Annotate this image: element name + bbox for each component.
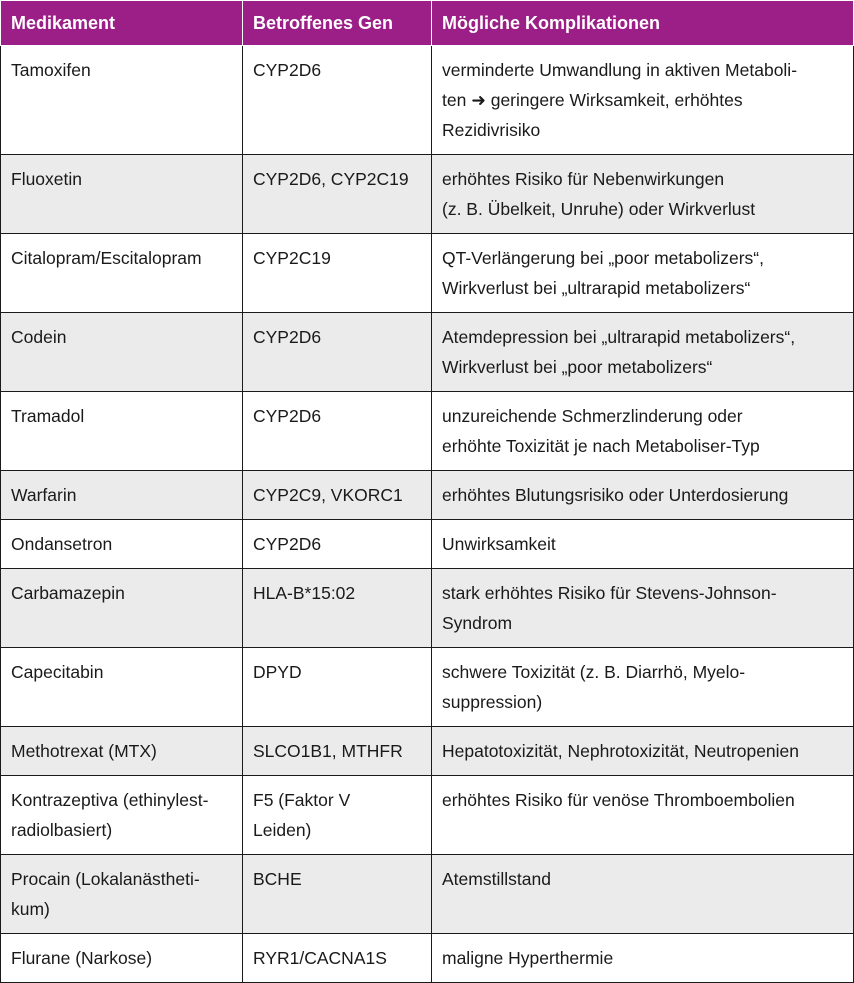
- complication-line: maligne Hyperthermie: [442, 948, 614, 968]
- complication-line: schwere Toxizität (z. B. Diarrhö, Myelo-: [442, 662, 746, 682]
- drug-cell: Flurane (Narkose): [1, 934, 243, 983]
- complication-line: Rezidivrisiko: [442, 120, 541, 140]
- gene-cell: F5 (Faktor V Leiden): [243, 776, 432, 855]
- table-row: [1, 392, 854, 471]
- table-row: [1, 46, 854, 155]
- gene-cell: SLCO1B1, MTHFR: [243, 727, 432, 776]
- complications-cell: [432, 392, 854, 471]
- complications-cell: [432, 727, 854, 776]
- complication-line: Atemdepression bei „ultrarapid metabolizers“,: [442, 327, 796, 347]
- gene-cell: RYR1/CACNA1S: [243, 934, 432, 983]
- complications-cell: [432, 569, 854, 648]
- gene-cell: CYP2C19: [243, 234, 432, 313]
- complication-line: verminderte Umwandlung in aktiven Metaboli-: [442, 60, 798, 80]
- drug-cell: Tamoxifen: [1, 46, 243, 155]
- drug-cell: Citalopram/Escitalopram: [1, 234, 243, 313]
- gene-cell: CYP2D6: [243, 520, 432, 569]
- complication-line: unzureichende Schmerzlinderung oder: [442, 406, 743, 426]
- complication-line: stark erhöhtes Risiko für Stevens-Johnson-: [442, 583, 777, 603]
- gene-cell: DPYD: [243, 648, 432, 727]
- complications-cell: [432, 648, 854, 727]
- drug-cell: Procain (Lokalanästheti- kum): [1, 855, 243, 934]
- table-body: [1, 46, 854, 983]
- complication-line: ten ➜ geringere Wirksamkeit, erhöhtes: [442, 90, 743, 110]
- table-row: [1, 727, 854, 776]
- complications-cell: [432, 234, 854, 313]
- complication-line: (z. B. Übelkeit, Unruhe) oder Wirkverlust: [442, 199, 756, 219]
- complication-line: Hepatotoxizität, Nephrotoxizität, Neutropenien: [442, 741, 800, 761]
- complication-line: Wirkverlust bei „poor metabolizers“: [442, 357, 713, 377]
- complications-cell: [432, 855, 854, 934]
- complication-line: QT-Verlängerung bei „poor metabolizers“,: [442, 248, 764, 268]
- complications-cell: [432, 520, 854, 569]
- header-komplikationen: Mögliche Komplikationen: [432, 1, 854, 46]
- drug-cell: Fluoxetin: [1, 155, 243, 234]
- drug-cell: Capecitabin: [1, 648, 243, 727]
- table-row: [1, 471, 854, 520]
- complications-cell: [432, 471, 854, 520]
- table-row: [1, 934, 854, 983]
- gene-cell: CYP2D6, CYP2C19: [243, 155, 432, 234]
- complication-line: erhöhtes Risiko für Nebenwirkungen: [442, 169, 725, 189]
- complication-line: suppression): [442, 692, 543, 712]
- drug-cell: Codein: [1, 313, 243, 392]
- table-row: [1, 569, 854, 648]
- gene-cell: CYP2D6: [243, 46, 432, 155]
- header-row: [1, 1, 854, 46]
- drug-cell: Warfarin: [1, 471, 243, 520]
- table-row: [1, 855, 854, 934]
- table-row: [1, 648, 854, 727]
- complication-line: Atemstillstand: [442, 869, 551, 889]
- complication-line: Unwirksamkeit: [442, 534, 556, 554]
- drug-cell: Ondansetron: [1, 520, 243, 569]
- drug-cell: Methotrexat (MTX): [1, 727, 243, 776]
- drug-cell: Tramadol: [1, 392, 243, 471]
- gene-cell: CYP2D6: [243, 313, 432, 392]
- gene-cell: BCHE: [243, 855, 432, 934]
- table-row: [1, 776, 854, 855]
- gene-cell: CYP2C9, VKORC1: [243, 471, 432, 520]
- gene-cell: CYP2D6: [243, 392, 432, 471]
- drug-cell: Kontrazeptiva (ethinylest- radiolbasiert): [1, 776, 243, 855]
- complications-cell: [432, 934, 854, 983]
- drug-cell: Carbamazepin: [1, 569, 243, 648]
- table-row: [1, 520, 854, 569]
- complication-line: erhöhte Toxizität je nach Metaboliser-Typ: [442, 436, 760, 456]
- complication-line: Syndrom: [442, 613, 513, 633]
- header-medikament: Medikament: [1, 1, 243, 46]
- table-row: [1, 234, 854, 313]
- complications-cell: [432, 313, 854, 392]
- table-row: [1, 313, 854, 392]
- complication-line: erhöhtes Risiko für venöse Thromboembolien: [442, 790, 795, 810]
- table-row: [1, 155, 854, 234]
- table-header: [1, 1, 854, 46]
- complications-cell: [432, 46, 854, 155]
- gene-cell: HLA-B*15:02: [243, 569, 432, 648]
- complication-line: erhöhtes Blutungsrisiko oder Unterdosierung: [442, 485, 789, 505]
- complications-cell: [432, 776, 854, 855]
- complications-cell: [432, 155, 854, 234]
- complication-line: Wirkverlust bei „ultrarapid metabolizers“: [442, 278, 751, 298]
- header-gen: Betroffenes Gen: [243, 1, 432, 46]
